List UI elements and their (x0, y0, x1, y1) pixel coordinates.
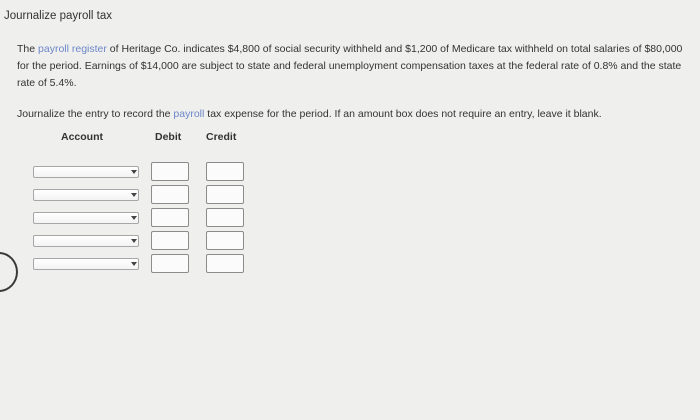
instruction-text-start: Journalize the entry to record the (17, 108, 174, 120)
page-title: Journalize payroll tax (4, 10, 113, 22)
credit-column-header: Credit (206, 131, 237, 143)
debit-input-row-3[interactable] (151, 208, 189, 227)
payroll-register-link[interactable]: payroll register (38, 43, 107, 55)
debit-input-row-2[interactable] (151, 185, 189, 204)
payroll-link[interactable]: payroll (173, 108, 205, 120)
account-select-row-3[interactable] (33, 212, 139, 224)
account-select-row-5[interactable] (33, 258, 139, 270)
chevron-down-icon (131, 170, 137, 174)
debit-column-header: Debit (155, 131, 182, 143)
debit-input-row-4[interactable] (151, 231, 189, 250)
chevron-down-icon (131, 216, 137, 220)
credit-input-row-2[interactable] (206, 185, 244, 204)
paragraph-text-end: of Heritage Co. indicates $4,800 of social security withheld and $1,200 of Medicare tax withheld on total salaries of $80,000 for the period. Earnings of $14,000 are subject to state and federal unemployment compensation taxes at the federal rate of 0.8% and the state rate of 5.4%. (17, 43, 683, 89)
account-select-row-2[interactable] (33, 189, 139, 201)
account-column-header: Account (61, 131, 103, 143)
debit-input-row-5[interactable] (151, 254, 189, 273)
credit-input-row-4[interactable] (206, 231, 244, 250)
instruction-text-end: tax expense for the period. If an amount box does not require an entry, leave it blank. (204, 108, 602, 120)
debit-input-row-1[interactable] (151, 162, 189, 181)
credit-input-row-1[interactable] (206, 162, 244, 181)
chevron-down-icon (131, 239, 137, 243)
account-select-row-1[interactable] (33, 166, 139, 178)
problem-paragraph (17, 41, 687, 92)
paragraph-text-start: The (17, 43, 39, 55)
credit-input-row-5[interactable] (206, 254, 244, 273)
instruction-text (17, 108, 687, 120)
chevron-down-icon (131, 193, 137, 197)
account-select-row-4[interactable] (33, 235, 139, 247)
credit-input-row-3[interactable] (206, 208, 244, 227)
partial-circle-arc (0, 252, 18, 292)
chevron-down-icon (131, 262, 137, 266)
